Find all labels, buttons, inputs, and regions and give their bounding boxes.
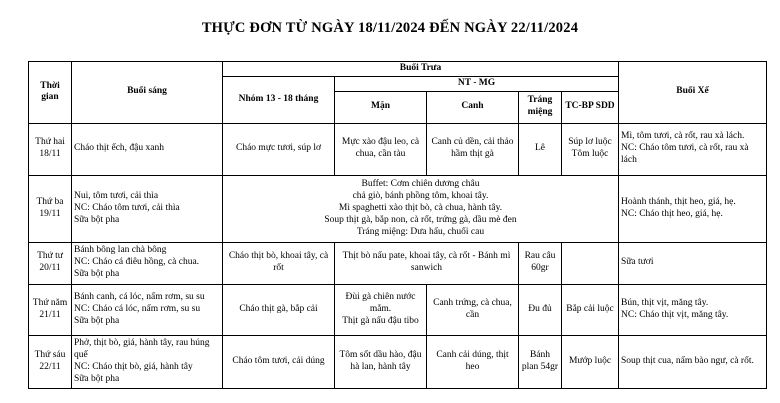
- tcbp-cell: Bắp cải luộc: [562, 284, 619, 335]
- day-cell: Thứ ba 19/11: [29, 175, 72, 242]
- day-cell: Thứ năm 21/11: [29, 284, 72, 335]
- canh-cell: Canh củ dền, cải thảo hầm thịt gà: [427, 123, 519, 175]
- time-header: Thời gian: [29, 62, 72, 124]
- breakfast-cell: Cháo thịt ếch, đậu xanh: [72, 123, 223, 175]
- buffet-cell: Buffet: Cơm chiên dương châu chả giò, bánh phồng tôm, khoai tây. Mì spaghetti xào thịt bò, cà chua, hành tây. Soup thịt gà, bắp non, cà rốt, trứng gà, dầu mè đen Tráng miệng: Dưa hấu, chuối cau: [223, 175, 619, 242]
- ntmg-header: NT - MG: [335, 76, 619, 91]
- day-cell: Thứ tư 20/11: [29, 242, 72, 284]
- menu-title: THỰC ĐƠN TỪ NGÀY 18/11/2024 ĐẾN NGÀY 22/11/2024: [201, 20, 579, 36]
- nhom-cell: Cháo tôm tươi, cải dúng: [223, 335, 335, 388]
- weekly-menu-table: [28, 61, 767, 389]
- man-header: Mặn: [335, 91, 427, 123]
- breakfast-header: Buổi sáng: [72, 62, 223, 124]
- tcbp-cell: Súp lơ luộc Tôm luộc: [562, 123, 619, 175]
- nhom-header: Nhóm 13 - 18 tháng: [223, 76, 335, 123]
- day-cell: Thứ hai 18/11: [29, 123, 72, 175]
- canh-cell: Canh trứng, cà chua, cần: [427, 284, 519, 335]
- trang-mieng-cell: Rau câu 60gr: [519, 242, 562, 284]
- breakfast-cell: Bánh bông lan chà bông NC: Cháo cá điêu hồng, cà chua. Sữa bột pha: [72, 242, 223, 284]
- afternoon-cell: Bún, thịt vịt, măng tây. NC: Cháo thịt vịt, măng tây.: [619, 284, 767, 335]
- nhom-cell: Cháo mực tươi, súp lơ: [223, 123, 335, 175]
- nhom-cell: Cháo thịt gà, bắp cải: [223, 284, 335, 335]
- table-row: [29, 242, 767, 284]
- man-cell: Đùi gà chiên nước mắm. Thịt gà nấu đậu tibo: [335, 284, 427, 335]
- breakfast-cell: Nui, tôm tươi, cải thìa NC: Cháo tôm tươi, cải thìa Sữa bột pha: [72, 175, 223, 242]
- canh-header: Canh: [427, 91, 519, 123]
- lunch-header: Buổi Trưa: [223, 62, 619, 77]
- tcbp-cell: [562, 242, 619, 284]
- nhom-cell: Cháo thịt bò, khoai tây, cà rốt: [223, 242, 335, 284]
- table-row: [29, 175, 767, 242]
- table-row: [29, 284, 767, 335]
- breakfast-cell: Phở, thịt bò, giá, hành tây, rau húng quế NC: Cháo thịt bò, giá, hành tây Sữa bột pha: [72, 335, 223, 388]
- trang-mieng-header: Tráng miệng: [519, 91, 562, 123]
- afternoon-cell: Soup thịt cua, nấm bào ngư, cà rốt.: [619, 335, 767, 388]
- man-cell: Tôm sốt dầu hào, đậu hà lan, hành tây: [335, 335, 427, 388]
- day-cell: Thứ sáu 22/11: [29, 335, 72, 388]
- tcbp-header: TC-BP SDD: [562, 91, 619, 123]
- man-cell: Mực xào đậu leo, cà chua, cần tàu: [335, 123, 427, 175]
- trang-mieng-cell: Lê: [519, 123, 562, 175]
- table-row: [29, 335, 767, 388]
- trang-mieng-cell: Đu đủ: [519, 284, 562, 335]
- man-canh-cell: Thịt bò nấu pate, khoai tây, cà rốt - Bánh mì sanwich: [335, 242, 519, 284]
- canh-cell: Canh cải dúng, thịt heo: [427, 335, 519, 388]
- afternoon-header: Buổi Xế: [619, 62, 767, 124]
- breakfast-cell: Bánh canh, cá lóc, nấm rơm, su su NC: Cháo cá lóc, nấm rơm, su su Sữa bột pha: [72, 284, 223, 335]
- trang-mieng-cell: Bánh plan 54gr: [519, 335, 562, 388]
- afternoon-cell: Sữa tươi: [619, 242, 767, 284]
- table-row: [29, 123, 767, 175]
- afternoon-cell: Hoành thánh, thịt heo, giá, hẹ. NC: Cháo thịt heo, giá, hẹ.: [619, 175, 767, 242]
- afternoon-cell: Mì, tôm tươi, cà rốt, rau xà lách. NC: Cháo tôm tươi, cà rốt, rau xà lách: [619, 123, 767, 175]
- tcbp-cell: Mướp luộc: [562, 335, 619, 388]
